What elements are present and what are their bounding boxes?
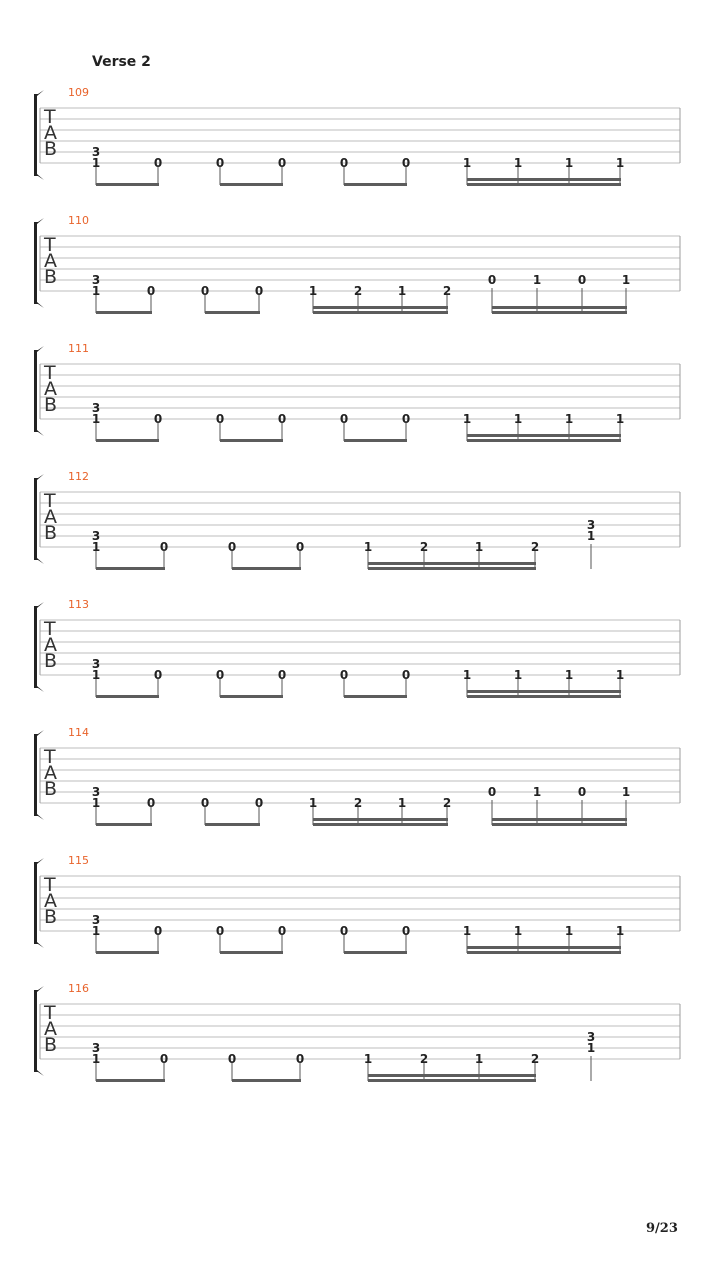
- fret-number: 0: [227, 1052, 237, 1066]
- beam: [96, 695, 159, 698]
- fret-number: 1: [615, 412, 625, 426]
- fret-number: 0: [401, 156, 411, 170]
- fret-number: 3: [91, 401, 101, 415]
- fret-number: 2: [530, 540, 540, 554]
- fret-number: 1: [564, 156, 574, 170]
- measure-number: 116: [68, 982, 89, 995]
- tab-clef-letter: A: [44, 1018, 57, 1040]
- fret-number: 1: [91, 156, 101, 170]
- beam: [492, 818, 627, 821]
- beam: [313, 311, 448, 314]
- fret-number: 0: [577, 785, 587, 799]
- fret-number: 3: [91, 529, 101, 543]
- beam: [492, 311, 627, 314]
- fret-number: 0: [277, 668, 287, 682]
- fret-number: 3: [586, 518, 596, 532]
- fret-number: 2: [419, 540, 429, 554]
- beam: [96, 1079, 165, 1082]
- measure-number: 114: [68, 726, 89, 739]
- beam: [313, 818, 448, 821]
- system-bracket: [34, 218, 44, 308]
- system-bracket: [34, 858, 44, 948]
- tab-system: [34, 726, 680, 826]
- tab-system: [34, 598, 680, 698]
- fret-number: 2: [530, 1052, 540, 1066]
- tab-clef-letter: T: [44, 746, 56, 768]
- fret-number: 3: [91, 1041, 101, 1055]
- beam: [220, 695, 283, 698]
- fret-number: 0: [295, 1052, 305, 1066]
- fret-number: 1: [474, 1052, 484, 1066]
- tab-clef-letter: B: [44, 1034, 58, 1056]
- beam: [96, 567, 165, 570]
- fret-number: 0: [146, 796, 156, 810]
- fret-number: 3: [586, 1030, 596, 1044]
- fret-number: 0: [401, 668, 411, 682]
- fret-number: 0: [277, 156, 287, 170]
- beam: [344, 439, 407, 442]
- fret-number: 1: [513, 412, 523, 426]
- beam: [313, 306, 448, 309]
- fret-number: 1: [91, 540, 101, 554]
- tab-clef-letter: T: [44, 874, 56, 896]
- measure-number: 110: [68, 214, 89, 227]
- measure-number: 113: [68, 598, 89, 611]
- system-bracket: [34, 986, 44, 1076]
- fret-number: 1: [564, 412, 574, 426]
- tab-clef-letter: T: [44, 362, 56, 384]
- fret-number: 0: [401, 412, 411, 426]
- fret-number: 1: [462, 668, 472, 682]
- beam: [368, 1074, 536, 1077]
- fret-number: 1: [513, 924, 523, 938]
- tab-clef-letter: A: [44, 506, 57, 528]
- fret-number: 1: [308, 796, 318, 810]
- section-title: Verse 2: [92, 54, 151, 70]
- tab-clef-letter: T: [44, 1002, 56, 1024]
- fret-number: 0: [577, 273, 587, 287]
- beam: [205, 823, 260, 826]
- beam: [232, 1079, 301, 1082]
- fret-number: 1: [532, 785, 542, 799]
- fret-number: 1: [462, 412, 472, 426]
- tab-clef-letter: A: [44, 762, 57, 784]
- beam: [467, 690, 621, 693]
- system-bracket: [34, 474, 44, 564]
- fret-number: 1: [513, 668, 523, 682]
- fret-number: 3: [91, 657, 101, 671]
- fret-number: 2: [442, 796, 452, 810]
- measure-number: 109: [68, 86, 89, 99]
- beam: [368, 562, 536, 565]
- beam: [344, 695, 407, 698]
- system-bracket: [34, 346, 44, 436]
- beam: [467, 439, 621, 442]
- tab-system: [34, 854, 680, 954]
- tab-clef-letter: A: [44, 122, 57, 144]
- tab-clef-letter: B: [44, 394, 58, 416]
- fret-number: 1: [564, 924, 574, 938]
- beam: [344, 183, 407, 186]
- fret-number: 1: [615, 924, 625, 938]
- fret-number: 0: [339, 156, 349, 170]
- beam: [96, 439, 159, 442]
- fret-number: 0: [153, 156, 163, 170]
- fret-number: 1: [462, 156, 472, 170]
- tab-system: [34, 214, 680, 314]
- fret-number: 0: [159, 1052, 169, 1066]
- fret-number: 0: [215, 156, 225, 170]
- fret-number: 1: [564, 668, 574, 682]
- fret-number: 1: [91, 1052, 101, 1066]
- beam: [220, 183, 283, 186]
- tab-clef-letter: T: [44, 106, 56, 128]
- system-bracket: [34, 730, 44, 820]
- page-number: 9/23: [646, 1221, 678, 1236]
- tab-clef-letter: T: [44, 490, 56, 512]
- fret-number: 0: [254, 796, 264, 810]
- fret-number: 1: [91, 796, 101, 810]
- fret-number: 1: [397, 284, 407, 298]
- fret-number: 0: [159, 540, 169, 554]
- fret-number: 0: [215, 412, 225, 426]
- fret-number: 0: [215, 668, 225, 682]
- fret-number: 0: [295, 540, 305, 554]
- fret-number: 1: [615, 156, 625, 170]
- fret-number: 0: [339, 924, 349, 938]
- tab-clef-letter: A: [44, 890, 57, 912]
- tab-clef-letter: A: [44, 378, 57, 400]
- fret-number: 1: [586, 529, 596, 543]
- fret-number: 1: [513, 156, 523, 170]
- beam: [467, 178, 621, 181]
- tab-clef-letter: B: [44, 778, 58, 800]
- fret-number: 1: [91, 668, 101, 682]
- beam: [467, 183, 621, 186]
- fret-number: 0: [487, 785, 497, 799]
- fret-number: 3: [91, 913, 101, 927]
- fret-number: 2: [353, 796, 363, 810]
- beam: [96, 311, 152, 314]
- fret-number: 0: [254, 284, 264, 298]
- fret-number: 0: [146, 284, 156, 298]
- fret-number: 0: [153, 668, 163, 682]
- beam: [467, 951, 621, 954]
- fret-number: 1: [363, 1052, 373, 1066]
- tab-system: [34, 982, 680, 1082]
- beam: [96, 183, 159, 186]
- beam: [368, 567, 536, 570]
- fret-number: 2: [442, 284, 452, 298]
- fret-number: 1: [621, 785, 631, 799]
- tab-clef-letter: B: [44, 906, 58, 928]
- fret-number: 2: [419, 1052, 429, 1066]
- beam: [232, 567, 301, 570]
- fret-number: 2: [353, 284, 363, 298]
- fret-number: 3: [91, 785, 101, 799]
- fret-number: 1: [91, 284, 101, 298]
- beam: [220, 951, 283, 954]
- fret-number: 0: [277, 412, 287, 426]
- beam: [492, 306, 627, 309]
- fret-number: 1: [474, 540, 484, 554]
- beam: [344, 951, 407, 954]
- fret-number: 1: [615, 668, 625, 682]
- tab-system: [34, 342, 680, 442]
- fret-number: 0: [227, 540, 237, 554]
- tab-system: [34, 470, 680, 570]
- system-bracket: [34, 90, 44, 180]
- fret-number: 0: [339, 668, 349, 682]
- fret-number: 1: [91, 412, 101, 426]
- fret-number: 3: [91, 145, 101, 159]
- tab-clef-letter: B: [44, 266, 58, 288]
- fret-number: 1: [91, 924, 101, 938]
- tab-clef-letter: T: [44, 618, 56, 640]
- tab-system: [34, 86, 680, 186]
- fret-number: 1: [621, 273, 631, 287]
- measure-number: 111: [68, 342, 89, 355]
- fret-number: 0: [153, 412, 163, 426]
- measure-number: 115: [68, 854, 89, 867]
- fret-number: 1: [586, 1041, 596, 1055]
- fret-number: 1: [532, 273, 542, 287]
- fret-number: 0: [277, 924, 287, 938]
- fret-number: 0: [339, 412, 349, 426]
- beam: [368, 1079, 536, 1082]
- tab-clef-letter: B: [44, 138, 58, 160]
- beam: [220, 439, 283, 442]
- fret-number: 1: [397, 796, 407, 810]
- fret-number: 0: [487, 273, 497, 287]
- fret-number: 0: [153, 924, 163, 938]
- fret-number: 1: [363, 540, 373, 554]
- beam: [96, 823, 152, 826]
- fret-number: 0: [200, 284, 210, 298]
- beam: [313, 823, 448, 826]
- beam: [96, 951, 159, 954]
- tab-clef-letter: A: [44, 634, 57, 656]
- beam: [467, 434, 621, 437]
- tab-clef-letter: B: [44, 650, 58, 672]
- beam: [492, 823, 627, 826]
- fret-number: 1: [308, 284, 318, 298]
- beam: [467, 695, 621, 698]
- fret-number: 3: [91, 273, 101, 287]
- fret-number: 0: [215, 924, 225, 938]
- tab-clef-letter: A: [44, 250, 57, 272]
- fret-number: 1: [462, 924, 472, 938]
- fret-number: 0: [401, 924, 411, 938]
- fret-number: 0: [200, 796, 210, 810]
- tab-clef-letter: T: [44, 234, 56, 256]
- measure-number: 112: [68, 470, 89, 483]
- beam: [467, 946, 621, 949]
- beam: [205, 311, 260, 314]
- system-bracket: [34, 602, 44, 692]
- tab-clef-letter: B: [44, 522, 58, 544]
